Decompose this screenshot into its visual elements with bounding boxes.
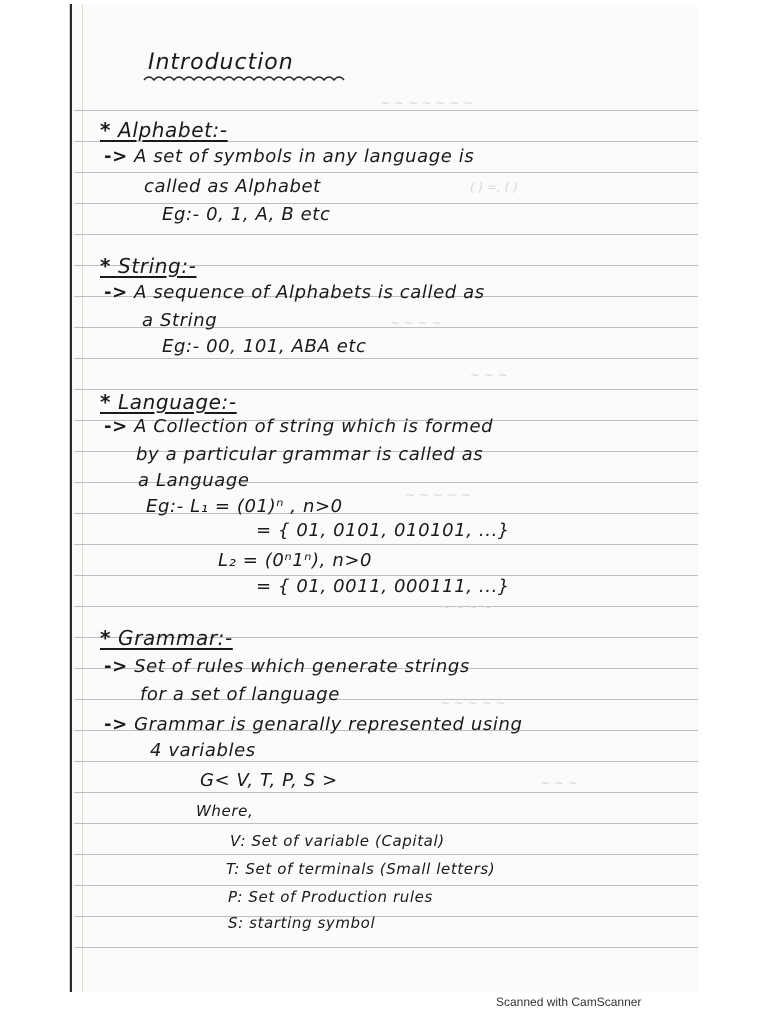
- grammar-v-definition: V: Set of variable (Capital): [230, 832, 445, 850]
- star-marker: *: [100, 626, 112, 650]
- ruled-line: [74, 172, 698, 173]
- string-heading: [100, 254, 196, 278]
- string-def-line-1: [104, 282, 485, 303]
- ruled-line: [74, 947, 698, 948]
- string-def-line-2: a String: [142, 310, 218, 331]
- ruled-line: [74, 544, 698, 545]
- bleed-through-text: ~ ~ ~ ~: [390, 316, 442, 330]
- arrow-marker: ->: [104, 656, 128, 677]
- grammar-t-definition: T: Set of terminals (Small letters): [226, 860, 496, 878]
- bleed-through-text: ~ ~ ~: [470, 368, 508, 382]
- star-marker: *: [100, 390, 112, 414]
- grammar-p-definition: P: Set of Production rules: [228, 888, 433, 906]
- ruled-line: [74, 606, 698, 607]
- ruled-line: [74, 358, 698, 359]
- alphabet-example: Eg:- 0, 1, A, B etc: [162, 204, 331, 225]
- bleed-through-text: ~ ~ ~ ~ ~ ~ ~: [380, 96, 474, 110]
- alphabet-def-line-2: called as Alphabet: [144, 176, 321, 197]
- language-def-line-1: [104, 416, 493, 437]
- ruled-line: [74, 110, 698, 111]
- ruled-line: [74, 823, 698, 824]
- margin-line: [82, 4, 83, 992]
- grammar-def-line-1b: for a set of language: [140, 684, 340, 705]
- arrow-marker: ->: [104, 714, 128, 735]
- ruled-line: [74, 792, 698, 793]
- string-def-text-1: A sequence of Alphabets is called as: [134, 282, 485, 303]
- grammar-def-line-2b: 4 variables: [150, 740, 256, 761]
- alphabet-def-text-1: A set of symbols in any language is: [134, 146, 475, 167]
- language-example-3: L₂ = (0ⁿ1ⁿ), n>0: [218, 550, 373, 571]
- language-heading-text: Language:-: [118, 390, 237, 414]
- language-heading: [100, 390, 237, 414]
- scanner-watermark: Scanned with CamScanner: [496, 995, 642, 1009]
- grammar-def-text-1a: Set of rules which generate strings: [134, 656, 470, 677]
- ruled-line: [74, 916, 698, 917]
- ruled-line: [74, 854, 698, 855]
- grammar-tuple: G< V, T, P, S >: [200, 770, 338, 791]
- star-marker: *: [100, 254, 112, 278]
- arrow-marker: ->: [104, 416, 128, 437]
- language-def-line-2: by a particular grammar is called as: [136, 444, 484, 465]
- grammar-def-line-1a: [104, 656, 470, 677]
- arrow-marker: ->: [104, 282, 128, 303]
- string-heading-text: String:-: [118, 254, 197, 278]
- bleed-through-text: ( ) =, ( ): [470, 180, 518, 194]
- ruled-line: [74, 885, 698, 886]
- alphabet-heading-text: Alphabet:-: [118, 118, 228, 142]
- title-underline-scallop: [142, 74, 352, 86]
- bleed-through-text: ~ ~ ~: [540, 776, 578, 790]
- grammar-heading-text: Grammar:-: [118, 626, 233, 650]
- grammar-heading: [100, 626, 233, 650]
- bleed-through-text: ~ ~ ~ ~: [440, 600, 492, 614]
- bleed-through-text: ~ ~ ~ ~ ~: [405, 488, 471, 502]
- page-title: Introduction: [148, 50, 294, 75]
- alphabet-def-line-1: [104, 146, 474, 167]
- arrow-marker: ->: [104, 146, 128, 167]
- language-example-4: = { 01, 0011, 000111, ...}: [256, 576, 510, 597]
- language-example-1: Eg:- L₁ = (01)ⁿ , n>0: [146, 496, 343, 517]
- string-example: Eg:- 00, 101, ABA etc: [162, 336, 367, 357]
- grammar-def-text-2a: Grammar is genarally represented using: [134, 714, 523, 735]
- alphabet-heading: [100, 118, 228, 142]
- star-marker: *: [100, 118, 112, 142]
- grammar-where: Where,: [196, 802, 254, 820]
- language-example-2: = { 01, 0101, 010101, ...}: [256, 520, 510, 541]
- language-def-text-1: A Collection of string which is formed: [134, 416, 494, 437]
- bleed-through-text: ~ ~ ~ ~ ~: [440, 696, 506, 710]
- grammar-def-line-2a: [104, 714, 522, 735]
- ruled-line: [74, 234, 698, 235]
- language-def-line-3: a Language: [138, 470, 250, 491]
- grammar-s-definition: S: starting symbol: [228, 914, 376, 932]
- ruled-line: [74, 761, 698, 762]
